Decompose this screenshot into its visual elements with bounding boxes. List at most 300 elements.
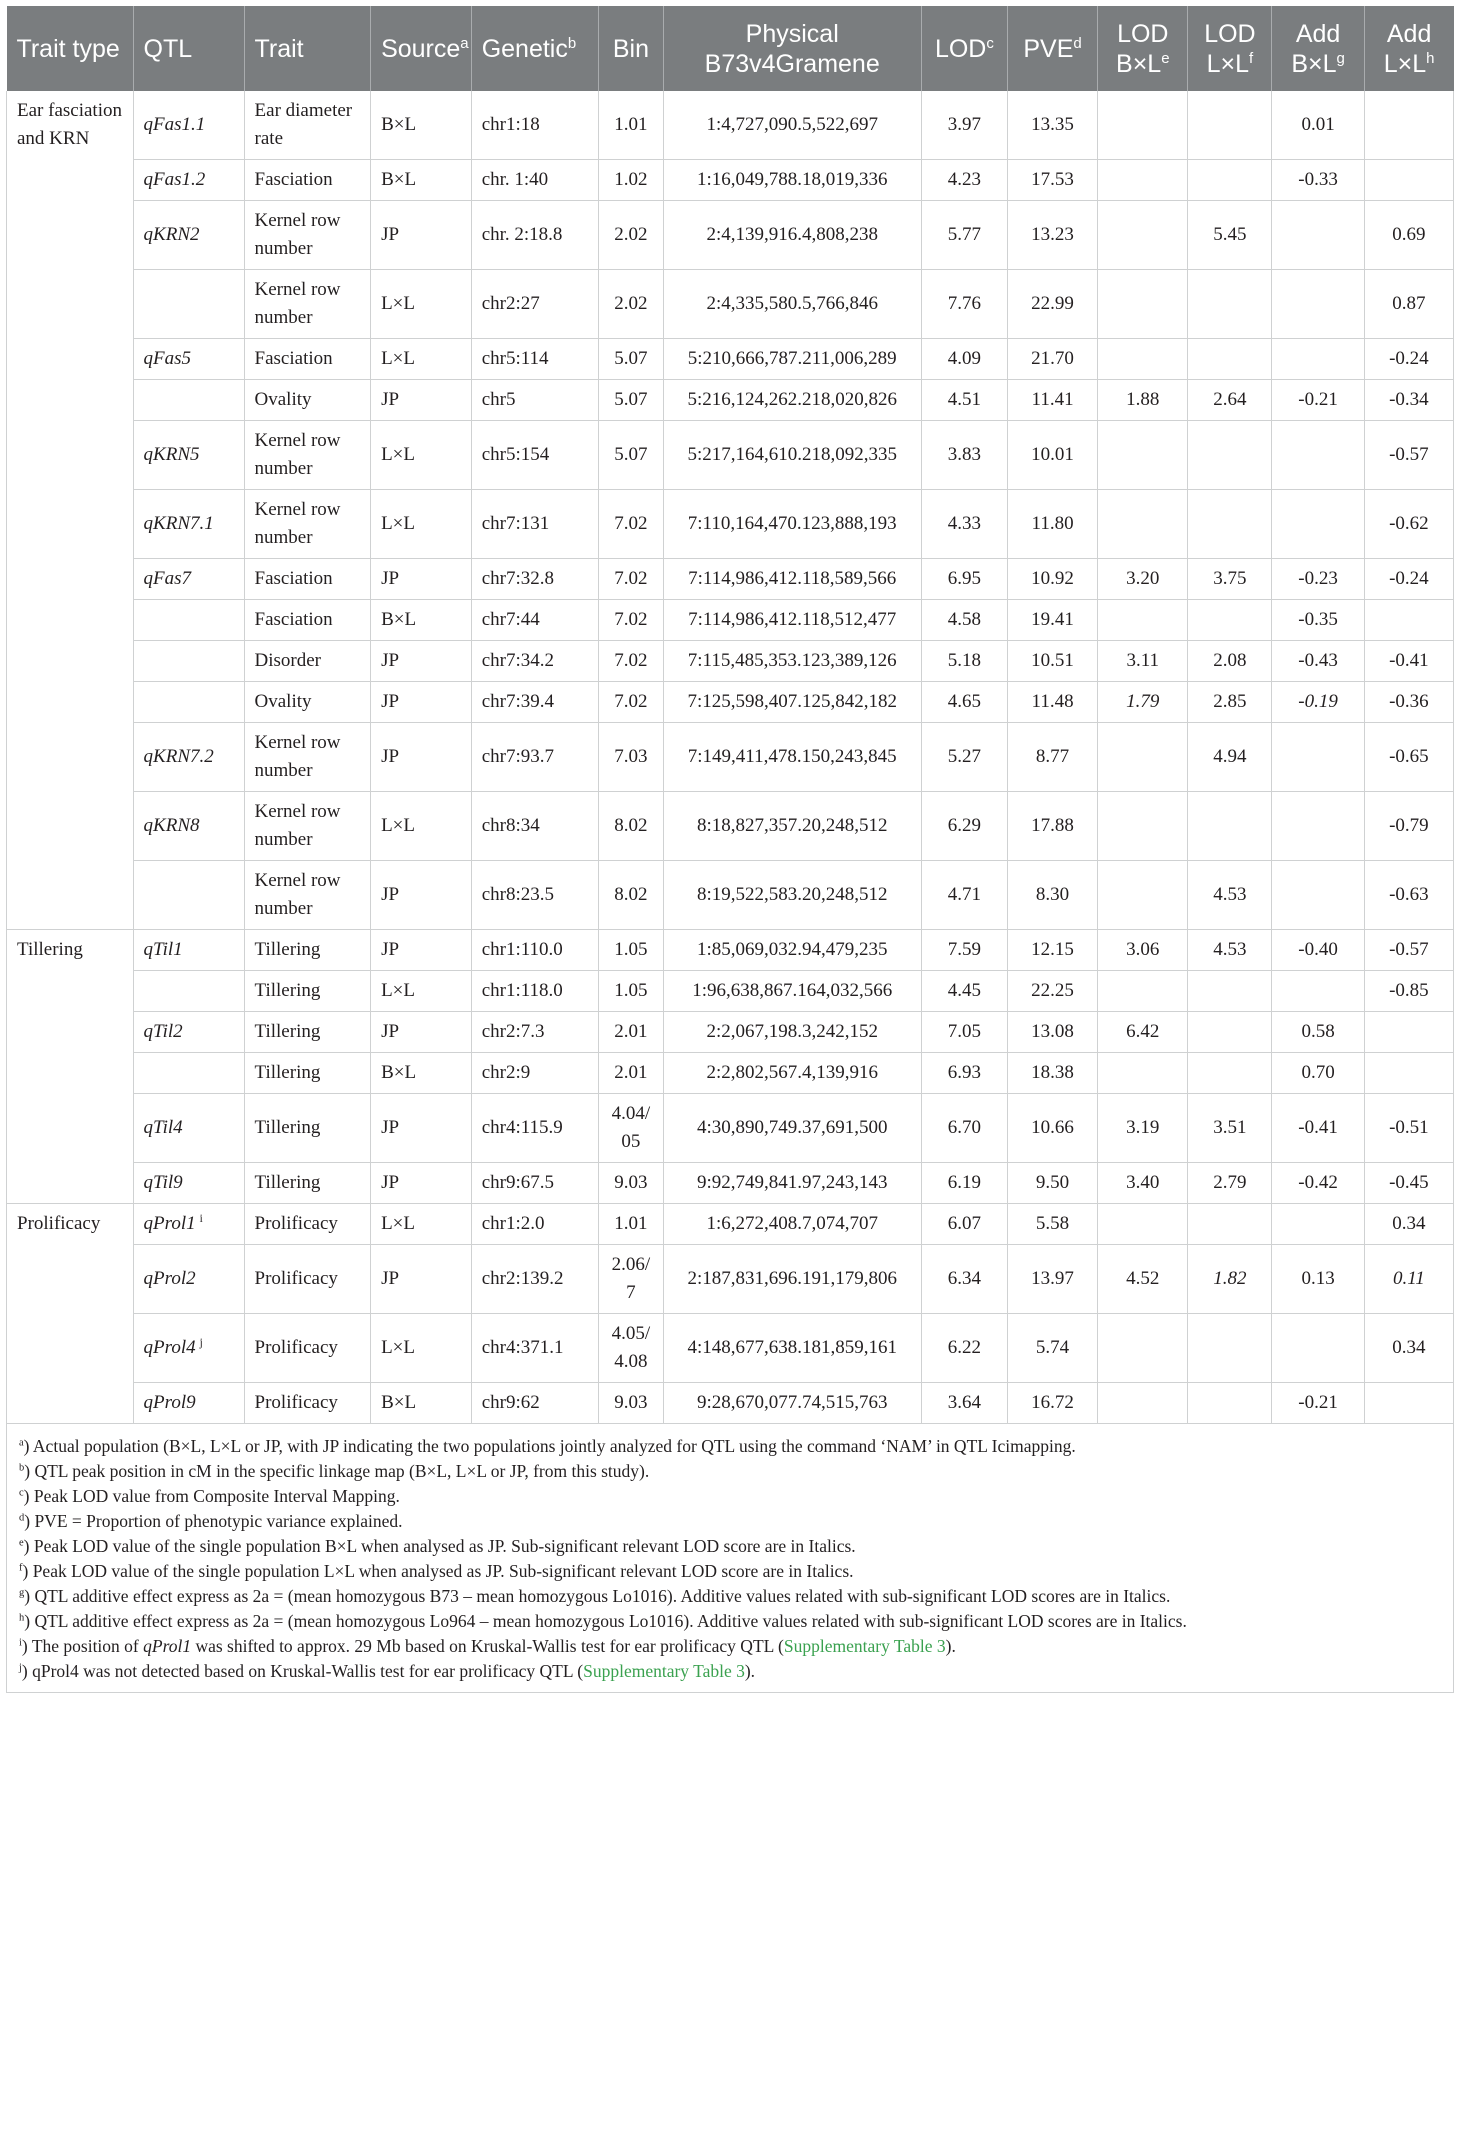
table-row xyxy=(7,559,1454,600)
add-bxl-cell: 0.58 xyxy=(1272,1012,1364,1053)
add-lxl-cell: -0.62 xyxy=(1364,490,1453,559)
pve-cell: 12.15 xyxy=(1007,930,1097,971)
lod-lxl-cell xyxy=(1188,1383,1272,1424)
trait-cell: Tillering xyxy=(244,1163,371,1204)
qtl-cell xyxy=(133,861,244,930)
lod-lxl-cell: 1.82 xyxy=(1188,1245,1272,1314)
physical-cell: 9:92,749,841.97,243,143 xyxy=(663,1163,921,1204)
pve-cell: 17.88 xyxy=(1007,792,1097,861)
genetic-cell: chr2:139.2 xyxy=(471,1245,599,1314)
lod-cell: 4.58 xyxy=(921,600,1007,641)
trait-type-cell xyxy=(7,201,134,270)
genetic-cell: chr9:67.5 xyxy=(471,1163,599,1204)
qtl-cell: qFas7 xyxy=(133,559,244,600)
source-cell: JP xyxy=(371,380,472,421)
pve-cell: 9.50 xyxy=(1007,1163,1097,1204)
footnote-text: ). xyxy=(945,1636,956,1656)
genetic-cell: chr8:23.5 xyxy=(471,861,599,930)
trait-cell: Disorder xyxy=(244,641,371,682)
column-header xyxy=(244,6,371,91)
lod-cell: 7.05 xyxy=(921,1012,1007,1053)
source-cell: L×L xyxy=(371,339,472,380)
physical-cell: 2:4,139,916.4,808,238 xyxy=(663,201,921,270)
qtl-cell xyxy=(133,600,244,641)
bin-cell: 7.02 xyxy=(599,490,663,559)
lod-lxl-cell: 4.53 xyxy=(1188,861,1272,930)
lod-cell: 6.19 xyxy=(921,1163,1007,1204)
footnote-text: Peak LOD value of the single population L×L when analysed as JP. Sub-significant relevant LOD score are in Italics. xyxy=(32,1561,854,1581)
bin-cell: 9.03 xyxy=(599,1383,663,1424)
trait-type-cell xyxy=(7,1314,134,1383)
add-lxl-cell xyxy=(1364,160,1453,201)
trait-type-cell xyxy=(7,559,134,600)
lod-lxl-cell xyxy=(1188,160,1272,201)
trait-type-cell: Ear fasciation and KRN xyxy=(7,91,134,160)
lod-lxl-cell xyxy=(1188,421,1272,490)
trait-cell: Ovality xyxy=(244,380,371,421)
pve-cell: 11.80 xyxy=(1007,490,1097,559)
add-bxl-cell: 0.01 xyxy=(1272,91,1364,160)
table-row xyxy=(7,723,1454,792)
trait-cell: Ovality xyxy=(244,682,371,723)
qtl-cell: qProl9 xyxy=(133,1383,244,1424)
lod-bxl-cell: 1.79 xyxy=(1098,682,1188,723)
lod-bxl-cell xyxy=(1098,339,1188,380)
genetic-cell: chr7:44 xyxy=(471,600,599,641)
lod-cell: 6.95 xyxy=(921,559,1007,600)
genetic-cell: chr1:18 xyxy=(471,91,599,160)
footnote: $^f$) Peak LOD value of the single population L×L when analysed as JP. Sub-significant relevant LOD score are in Italics. xyxy=(19,1561,854,1581)
pve-cell: 21.70 xyxy=(1007,339,1097,380)
source-cell: JP xyxy=(371,1012,472,1053)
add-lxl-cell: -0.51 xyxy=(1364,1094,1453,1163)
add-bxl-cell xyxy=(1272,1204,1364,1245)
bin-cell: 4.05/ 4.08 xyxy=(599,1314,663,1383)
add-bxl-cell: -0.23 xyxy=(1272,559,1364,600)
add-bxl-cell xyxy=(1272,270,1364,339)
physical-cell: 5:217,164,610.218,092,335 xyxy=(663,421,921,490)
genetic-cell: chr7:34.2 xyxy=(471,641,599,682)
lod-cell: 6.34 xyxy=(921,1245,1007,1314)
trait-type-cell xyxy=(7,160,134,201)
bin-cell: 5.07 xyxy=(599,339,663,380)
footnote-marker: a xyxy=(19,1437,24,1449)
column-header-label: Trait xyxy=(254,34,304,63)
footnote: $^i$) The position of qProl1 was shifted to approx. 29 Mb based on Kruskal-Wallis test for ear prolificacy QTL (Supplementary Table 3). xyxy=(19,1636,956,1656)
add-bxl-cell: -0.40 xyxy=(1272,930,1364,971)
bin-cell: 7.03 xyxy=(599,723,663,792)
physical-cell: 2:187,831,696.191,179,806 xyxy=(663,1245,921,1314)
trait-type-cell xyxy=(7,600,134,641)
trait-type-cell xyxy=(7,490,134,559)
add-bxl-cell: -0.43 xyxy=(1272,641,1364,682)
trait-type-cell xyxy=(7,723,134,792)
add-lxl-cell: -0.34 xyxy=(1364,380,1453,421)
trait-type-cell xyxy=(7,641,134,682)
source-cell: JP xyxy=(371,1094,472,1163)
lod-bxl-cell xyxy=(1098,1314,1188,1383)
add-lxl-cell: -0.57 xyxy=(1364,930,1453,971)
pve-cell: 8.77 xyxy=(1007,723,1097,792)
column-header xyxy=(1272,6,1364,91)
lod-cell: 3.97 xyxy=(921,91,1007,160)
table-row xyxy=(7,682,1454,723)
genetic-cell: chr5:114 xyxy=(471,339,599,380)
genetic-cell: chr2:9 xyxy=(471,1053,599,1094)
lod-cell: 5.18 xyxy=(921,641,1007,682)
source-cell: L×L xyxy=(371,270,472,339)
trait-type-cell xyxy=(7,1383,134,1424)
bin-cell: 9.03 xyxy=(599,1163,663,1204)
genetic-cell: chr4:371.1 xyxy=(471,1314,599,1383)
table-row xyxy=(7,600,1454,641)
footnote-text: qProl4 was not detected based on Kruskal-Wallis test for ear prolificacy QTL ( xyxy=(32,1661,584,1681)
table-row xyxy=(7,792,1454,861)
trait-cell: Kernel row number xyxy=(244,792,371,861)
source-cell: L×L xyxy=(371,971,472,1012)
trait-cell: Kernel row number xyxy=(244,270,371,339)
physical-cell: 7:115,485,353.123,389,126 xyxy=(663,641,921,682)
qtl-cell: qFas1.1 xyxy=(133,91,244,160)
pve-cell: 17.53 xyxy=(1007,160,1097,201)
physical-cell: 8:18,827,357.20,248,512 xyxy=(663,792,921,861)
table-row xyxy=(7,1383,1454,1424)
lod-cell: 6.07 xyxy=(921,1204,1007,1245)
add-bxl-cell: 0.13 xyxy=(1272,1245,1364,1314)
qtl-cell xyxy=(133,641,244,682)
genetic-cell: chr8:34 xyxy=(471,792,599,861)
add-lxl-cell xyxy=(1364,1012,1453,1053)
add-lxl-cell: -0.45 xyxy=(1364,1163,1453,1204)
add-lxl-cell: -0.79 xyxy=(1364,792,1453,861)
footnote-marker: f xyxy=(1249,49,1254,67)
column-header xyxy=(371,6,472,91)
footnote: $^d$) PVE = Proportion of phenotypic variance explained. xyxy=(19,1511,403,1531)
add-bxl-cell xyxy=(1272,1314,1364,1383)
genetic-cell: chr2:27 xyxy=(471,270,599,339)
column-header-label: Add B×L xyxy=(1291,19,1341,78)
footnote-marker: i xyxy=(19,1637,22,1649)
column-header xyxy=(7,6,134,91)
add-bxl-cell: -0.42 xyxy=(1272,1163,1364,1204)
column-header-label: Physical B73v4Gramene xyxy=(704,19,880,78)
physical-cell: 5:216,124,262.218,020,826 xyxy=(663,380,921,421)
add-bxl-cell xyxy=(1272,490,1364,559)
footnote-marker: e xyxy=(19,1537,24,1549)
add-lxl-cell: -0.24 xyxy=(1364,559,1453,600)
footnote-marker: a xyxy=(460,34,469,52)
pve-cell: 19.41 xyxy=(1007,600,1097,641)
footnote: $^g$) QTL additive effect express as 2a = (mean homozygous B73 – mean homozygous Lo1016). Additive values related with sub-significant LOD scores are in Italics. xyxy=(19,1586,1171,1606)
bin-cell: 7.02 xyxy=(599,682,663,723)
add-lxl-cell: -0.41 xyxy=(1364,641,1453,682)
bin-cell: 8.02 xyxy=(599,792,663,861)
supplementary-table-link[interactable]: Supplementary Table 3 xyxy=(583,1661,745,1681)
physical-cell: 7:125,598,407.125,842,182 xyxy=(663,682,921,723)
bin-cell: 1.05 xyxy=(599,930,663,971)
trait-type-cell xyxy=(7,1053,134,1094)
source-cell: JP xyxy=(371,559,472,600)
add-bxl-cell xyxy=(1272,421,1364,490)
genetic-cell: chr. 1:40 xyxy=(471,160,599,201)
add-lxl-cell: 0.69 xyxy=(1364,201,1453,270)
trait-type-cell xyxy=(7,339,134,380)
add-bxl-cell: -0.33 xyxy=(1272,160,1364,201)
footnote-text: QTL peak position in cM in the specific linkage map (B×L, L×L or JP, from this study). xyxy=(34,1461,650,1481)
trait-type-cell: Prolificacy xyxy=(7,1204,134,1245)
lod-lxl-cell xyxy=(1188,490,1272,559)
add-lxl-cell: -0.63 xyxy=(1364,861,1453,930)
trait-cell: Kernel row number xyxy=(244,201,371,270)
column-header-label: LOD L×L xyxy=(1204,19,1256,78)
lod-lxl-cell xyxy=(1188,91,1272,160)
lod-lxl-cell: 2.85 xyxy=(1188,682,1272,723)
lod-cell: 6.29 xyxy=(921,792,1007,861)
physical-cell: 2:2,067,198.3,242,152 xyxy=(663,1012,921,1053)
pve-cell: 10.92 xyxy=(1007,559,1097,600)
trait-cell: Fasciation xyxy=(244,600,371,641)
lod-cell: 5.27 xyxy=(921,723,1007,792)
footnote-marker: d xyxy=(19,1512,25,1524)
pve-cell: 13.35 xyxy=(1007,91,1097,160)
add-lxl-cell: 0.11 xyxy=(1364,1245,1453,1314)
lod-bxl-cell: 3.40 xyxy=(1098,1163,1188,1204)
qtl-cell: qFas5 xyxy=(133,339,244,380)
qtl-cell xyxy=(133,380,244,421)
trait-type-cell: Tillering xyxy=(7,930,134,971)
lod-lxl-cell: 5.45 xyxy=(1188,201,1272,270)
table-row xyxy=(7,641,1454,682)
qtl-cell: qTil1 xyxy=(133,930,244,971)
lod-cell: 7.59 xyxy=(921,930,1007,971)
bin-cell: 2.02 xyxy=(599,201,663,270)
add-lxl-cell xyxy=(1364,1053,1453,1094)
table-row xyxy=(7,1163,1454,1204)
footnote-text: QTL additive effect express as 2a = (mean homozygous B73 – mean homozygous Lo1016). Additive values related with sub-significant LOD scores are in Italics. xyxy=(34,1586,1171,1606)
lod-bxl-cell: 3.11 xyxy=(1098,641,1188,682)
trait-cell: Tillering xyxy=(244,1012,371,1053)
lod-bxl-cell xyxy=(1098,91,1188,160)
column-header xyxy=(1364,6,1453,91)
table-row xyxy=(7,861,1454,930)
add-bxl-cell xyxy=(1272,792,1364,861)
lod-cell: 5.77 xyxy=(921,201,1007,270)
add-lxl-cell: -0.65 xyxy=(1364,723,1453,792)
lod-bxl-cell xyxy=(1098,723,1188,792)
qtl-cell: qTil2 xyxy=(133,1012,244,1053)
bin-cell: 8.02 xyxy=(599,861,663,930)
add-bxl-cell: -0.19 xyxy=(1272,682,1364,723)
trait-type-cell xyxy=(7,1012,134,1053)
lod-lxl-cell: 4.53 xyxy=(1188,930,1272,971)
source-cell: B×L xyxy=(371,1053,472,1094)
add-lxl-cell xyxy=(1364,91,1453,160)
bin-cell: 5.07 xyxy=(599,380,663,421)
table-header-row xyxy=(7,6,1454,91)
pve-cell: 5.74 xyxy=(1007,1314,1097,1383)
bin-cell: 1.01 xyxy=(599,1204,663,1245)
lod-bxl-cell xyxy=(1098,600,1188,641)
pve-cell: 22.99 xyxy=(1007,270,1097,339)
trait-type-cell xyxy=(7,792,134,861)
add-bxl-cell: -0.21 xyxy=(1272,380,1364,421)
footnote-marker: b xyxy=(19,1462,25,1474)
genetic-cell: chr7:93.7 xyxy=(471,723,599,792)
bin-cell: 2.01 xyxy=(599,1012,663,1053)
table-body xyxy=(7,91,1454,1424)
pve-cell: 10.01 xyxy=(1007,421,1097,490)
trait-cell: Tillering xyxy=(244,930,371,971)
genetic-cell: chr5 xyxy=(471,380,599,421)
add-bxl-cell: 0.70 xyxy=(1272,1053,1364,1094)
column-header xyxy=(1007,6,1097,91)
lod-lxl-cell xyxy=(1188,792,1272,861)
add-lxl-cell: -0.85 xyxy=(1364,971,1453,1012)
physical-cell: 7:110,164,470.123,888,193 xyxy=(663,490,921,559)
footnote: $^e$) Peak LOD value of the single population B×L when analysed as JP. Sub-significant relevant LOD score are in Italics. xyxy=(19,1536,856,1556)
footnote-text: The position of xyxy=(31,1636,144,1656)
footnote-marker: d xyxy=(1073,34,1082,52)
qtl-cell xyxy=(133,1053,244,1094)
bin-cell: 1.01 xyxy=(599,91,663,160)
footnote: $^a$) Actual population (B×L, L×L or JP, with JP indicating the two populations jointly analyzed for QTL using the command ‘NAM’ in QTL Icimapping. xyxy=(19,1436,1076,1456)
table-row xyxy=(7,930,1454,971)
lod-cell: 6.22 xyxy=(921,1314,1007,1383)
genetic-cell: chr7:131 xyxy=(471,490,599,559)
lod-cell: 4.23 xyxy=(921,160,1007,201)
qtl-cell xyxy=(133,682,244,723)
column-header xyxy=(133,6,244,91)
lod-cell: 4.33 xyxy=(921,490,1007,559)
trait-type-cell xyxy=(7,1245,134,1314)
physical-cell: 2:4,335,580.5,766,846 xyxy=(663,270,921,339)
footnote-marker: j xyxy=(199,1337,203,1350)
lod-cell: 6.93 xyxy=(921,1053,1007,1094)
pve-cell: 10.66 xyxy=(1007,1094,1097,1163)
qtl-cell: qKRN8 xyxy=(133,792,244,861)
column-header-label: LOD B×L xyxy=(1116,19,1169,78)
footnote-text: Actual population (B×L, L×L or JP, with JP indicating the two populations jointly analyzed for QTL using the command ‘NAM’ in QTL Icimapping. xyxy=(32,1436,1076,1456)
add-lxl-cell: 0.87 xyxy=(1364,270,1453,339)
footnote-marker: j xyxy=(19,1662,22,1674)
add-lxl-cell: -0.57 xyxy=(1364,421,1453,490)
table-row xyxy=(7,1245,1454,1314)
lod-bxl-cell xyxy=(1098,1204,1188,1245)
trait-cell: Ear diameter rate xyxy=(244,91,371,160)
trait-type-cell xyxy=(7,682,134,723)
footnote-marker: c xyxy=(986,34,994,52)
source-cell: JP xyxy=(371,930,472,971)
lod-cell: 4.65 xyxy=(921,682,1007,723)
trait-type-cell xyxy=(7,1163,134,1204)
column-header-label: LOD xyxy=(934,34,987,63)
add-bxl-cell xyxy=(1272,723,1364,792)
qtl-cell: qProl4 $^j$ xyxy=(133,1314,244,1383)
footnote-text: ). xyxy=(744,1661,756,1681)
bin-cell: 4.04/ 05 xyxy=(599,1094,663,1163)
table-row xyxy=(7,1012,1454,1053)
lod-bxl-cell: 3.20 xyxy=(1098,559,1188,600)
genetic-cell: chr1:110.0 xyxy=(471,930,599,971)
lod-bxl-cell xyxy=(1098,861,1188,930)
footnote-marker: g xyxy=(19,1587,25,1599)
pve-cell: 13.23 xyxy=(1007,201,1097,270)
physical-cell: 4:30,890,749.37,691,500 xyxy=(663,1094,921,1163)
lod-lxl-cell: 2.64 xyxy=(1188,380,1272,421)
lod-bxl-cell xyxy=(1098,160,1188,201)
footnote-text: was shifted to approx. 29 Mb based on Kruskal-Wallis test for ear prolificacy QTL ( xyxy=(191,1636,784,1656)
physical-cell: 2:2,802,567.4,139,916 xyxy=(663,1053,921,1094)
footnote-marker: f xyxy=(19,1562,23,1574)
bin-cell: 2.02 xyxy=(599,270,663,339)
genetic-cell: chr. 2:18.8 xyxy=(471,201,599,270)
genetic-cell: chr2:7.3 xyxy=(471,1012,599,1053)
qtl-cell: qProl1 $^i$ xyxy=(133,1204,244,1245)
lod-lxl-cell xyxy=(1188,600,1272,641)
lod-bxl-cell: 4.52 xyxy=(1098,1245,1188,1314)
source-cell: B×L xyxy=(371,91,472,160)
physical-cell: 1:96,638,867.164,032,566 xyxy=(663,971,921,1012)
physical-cell: 1:4,727,090.5,522,697 xyxy=(663,91,921,160)
footnote-marker: h xyxy=(1426,49,1435,67)
add-bxl-cell xyxy=(1272,201,1364,270)
add-lxl-cell xyxy=(1364,1383,1453,1424)
trait-type-cell xyxy=(7,270,134,339)
footnote-marker: h xyxy=(19,1612,25,1624)
column-header xyxy=(471,6,599,91)
bin-cell: 2.01 xyxy=(599,1053,663,1094)
footnote-marker: c xyxy=(19,1487,24,1499)
source-cell: JP xyxy=(371,1245,472,1314)
footnote-marker: i xyxy=(199,1213,203,1226)
bin-cell: 7.02 xyxy=(599,641,663,682)
genetic-cell: chr5:154 xyxy=(471,421,599,490)
trait-cell: Fasciation xyxy=(244,160,371,201)
table-row xyxy=(7,380,1454,421)
table-row xyxy=(7,160,1454,201)
column-header xyxy=(663,6,921,91)
lod-lxl-cell: 3.75 xyxy=(1188,559,1272,600)
table-row xyxy=(7,339,1454,380)
lod-lxl-cell: 2.08 xyxy=(1188,641,1272,682)
lod-lxl-cell xyxy=(1188,971,1272,1012)
lod-bxl-cell xyxy=(1098,490,1188,559)
qtl-cell xyxy=(133,270,244,339)
lod-lxl-cell xyxy=(1188,1053,1272,1094)
pve-cell: 16.72 xyxy=(1007,1383,1097,1424)
supplementary-table-link[interactable]: Supplementary Table 3 xyxy=(783,1636,946,1656)
footnote: $^h$) QTL additive effect express as 2a = (mean homozygous Lo964 – mean homozygous Lo1016). Additive values related with sub-significant LOD scores are in Italics. xyxy=(19,1611,1187,1631)
trait-cell: Prolificacy xyxy=(244,1314,371,1383)
physical-cell: 9:28,670,077.74,515,763 xyxy=(663,1383,921,1424)
column-header xyxy=(1188,6,1272,91)
trait-cell: Prolificacy xyxy=(244,1383,371,1424)
lod-bxl-cell xyxy=(1098,971,1188,1012)
add-bxl-cell: -0.35 xyxy=(1272,600,1364,641)
trait-cell: Kernel row number xyxy=(244,861,371,930)
trait-cell: Tillering xyxy=(244,1053,371,1094)
column-header xyxy=(921,6,1007,91)
add-lxl-cell: -0.24 xyxy=(1364,339,1453,380)
lod-lxl-cell xyxy=(1188,1012,1272,1053)
trait-cell: Fasciation xyxy=(244,339,371,380)
trait-type-cell xyxy=(7,861,134,930)
physical-cell: 4:148,677,638.181,859,161 xyxy=(663,1314,921,1383)
pve-cell: 5.58 xyxy=(1007,1204,1097,1245)
qtl-cell: qKRN7.1 xyxy=(133,490,244,559)
pve-cell: 18.38 xyxy=(1007,1053,1097,1094)
trait-cell: Prolificacy xyxy=(244,1204,371,1245)
